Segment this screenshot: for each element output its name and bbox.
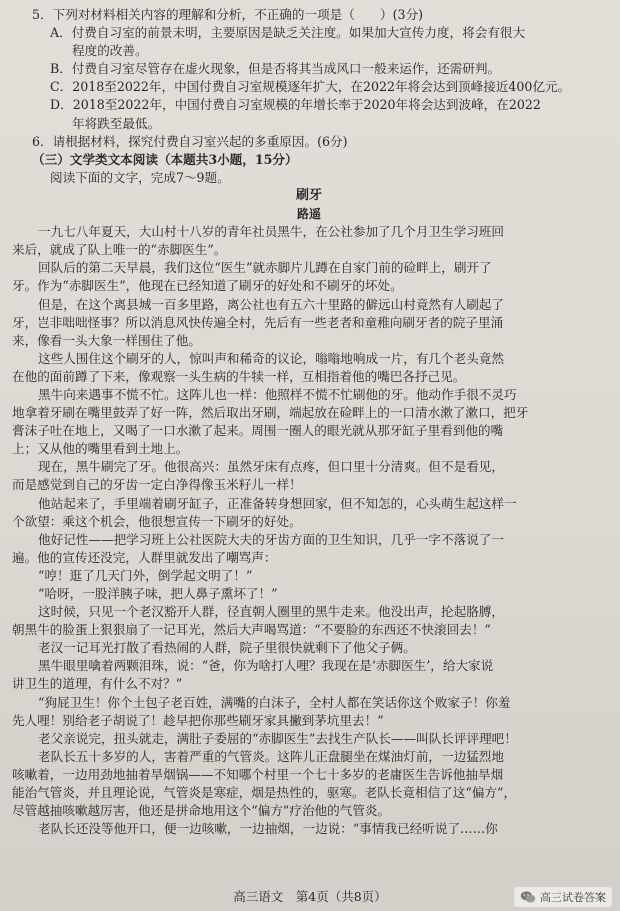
option-a-line2: 程度的改善。	[72, 43, 148, 59]
story-title: 刷牙	[295, 187, 322, 203]
story-line: 这些人围住这个刷牙的人，惊叫声和稀奇的议论，嗡嗡地响成一片，有几个老头竟然	[38, 350, 504, 366]
story-line: “哈呀，一股洋胰子味，把人鼻子熏坏了！”	[38, 586, 278, 601]
story-line: 膏沫子吐在地上，又喝了一口水漱了起来。周围一圈人的眼光就从那牙缸子里看到他的嘴	[12, 423, 504, 439]
story-line: “狗屁卫生！你个土包子老百姓，满嘴的白沫子，全村人都在笑话你这个败家子！你羞	[38, 694, 511, 710]
story-line: 老父亲说完，扭头就走，满肚子委屈的“赤脚医生”去找生产队长——叫队长评评理吧！	[38, 730, 517, 746]
option-a-line1: A．付费自习室的前景未明，主要原因是缺乏关注度。如果加大宣传力度，将会有很大	[50, 25, 526, 41]
story-line: 黑牛眼里噙着两颗泪珠，说：“爸，你为啥打人哩？我现在是‘赤脚医生’，给大家说	[38, 658, 494, 674]
story-line: 现在，黑牛刷完了牙。他很高兴：虽然牙床有点疼，但口里十分清爽。但不是看见，	[38, 459, 504, 475]
page-footer: 高三语文 第4页（共8页）	[233, 889, 387, 904]
story-line: 先人哩！别给老子胡说了！趁早把你那些刷牙家具撇到茅坑里去！”	[12, 712, 384, 728]
story-line: 他站起来了，手里端着刷牙缸子，正准备转身想回家，但不知怎的，心头萌生起这样一	[38, 495, 517, 511]
section-heading: （三）文学类文本阅读（本题共3小题，15分）	[32, 151, 298, 167]
story-line: 回队后的第二天早晨，我们这位“医生”就赤脚片儿蹲在自家门前的硷畔上，刷开了	[38, 260, 492, 276]
story-line: 来，像看一头大象一样围住了他。	[12, 332, 201, 348]
story-line: 牙，岂非咄咄怪事？所以消息风快传遍全村，先后有一些老者和童稚向刷牙者的院子里涌	[12, 314, 504, 330]
story-line: 上；又从他的嘴里看到土地上。	[12, 441, 189, 457]
story-line: 黑牛向来遇事不慌不忙。这阵儿也一样：他照样不慌不忙刷他的牙。他动作手很不灵巧	[38, 386, 517, 402]
option-d-line2: 年将跌至最低。	[72, 115, 161, 131]
story-line: 牙。作为“赤脚医生”，他现在已经知道了刷牙的好处和不刷牙的坏处。	[12, 278, 403, 294]
watermark-badge	[514, 887, 612, 907]
question-6: 6．请根据材料，探究付费自习室兴起的多重原因。(6分)	[32, 133, 348, 149]
watermark-text: 高三试卷答案	[540, 891, 606, 904]
story-line: 他好记性——把学习班上公社医院大夫的牙齿方面的卫生知识，几乎一字不落说了一	[38, 531, 504, 547]
story-body	[12, 223, 606, 838]
story-line: 来后，就成了队上唯一的“赤脚医生”。	[12, 242, 227, 258]
option-b: B．付费自习室尽管存在虚火现象，但是否将其当成风口一般来运作，还需研判。	[50, 61, 501, 77]
story-line: 地拿着牙刷在嘴里鼓弄了好一阵，然后取出牙刷，端起放在硷畔上的一口清水漱了漱口，把牙	[12, 405, 529, 421]
story-line: 这时候，只见一个老汉豁开人群，径直朝人圈里的黑牛走来。他没出声，抡起胳膊，	[38, 604, 504, 620]
story-line: 在他的面前蹲了下来，像观察一头生病的牛犊一样，互相指着他的嘴巴各抒己见。	[12, 368, 466, 384]
story-line: “哼！逛了几天门外，倒学起文明了！”	[38, 567, 253, 583]
story-line: 尽管越抽咳嗽越厉害，他还是拼命地用这个“偏方”疗治他的气管炎。	[12, 803, 391, 819]
story-line: 但是，在这个离县城一百多里路，离公社也有五六十里路的僻远山村竟然有人刷起了	[38, 296, 504, 312]
story-author: 路遥	[296, 207, 321, 222]
option-c: C．2018至2022年，中国付费自习室规模逐年扩大，在2022年将会达到顶峰接近400亿元。	[50, 79, 571, 95]
story-line: 遍。他的宣传还没完，人群里就发出了嘲骂声：	[12, 549, 277, 565]
story-line: 讲卫生的道理，有什么不对？”	[12, 676, 183, 692]
story-line: 老队长还没等他开口，便一边咳嗽，一边抽烟，一边说：“事情我已经听说了……你	[38, 821, 498, 837]
story-line: 老汉一记耳光打散了看热闹的人群，院子里很快就剩下了他父子俩。	[38, 640, 416, 656]
story-line: 个欲望：乘这个机会，他很想宣传一下刷牙的好处。	[12, 513, 302, 529]
reading-instruction: 阅读下面的文字，完成7～9题。	[50, 169, 230, 185]
story-line: 能治气管炎，并且理论说，气管炎是寒症，烟是热性的，驱寒。老队长竟相信了这“偏方”，	[12, 785, 517, 801]
story-line: 朝黑牛的脸蛋上狠狠扇了一记耳光，然后大声喝骂道：“不要脸的东西还不快滚回去！”	[12, 622, 491, 638]
wechat-icon	[520, 890, 536, 904]
question-5-stem: 5．下列对材料相关内容的理解和分析，不正确的一项是（ ）(3分)	[32, 7, 424, 22]
story-line: 咳嗽着，一边用劲地抽着旱烟锅——不知哪个村里一个七十多岁的老庸医生告诉他抽旱烟	[12, 766, 504, 782]
story-line: 老队长五十多岁的人，害着严重的气管炎。这阵儿正盘腿坐在煤油灯前，一边猛烈地	[38, 748, 504, 764]
option-d-line1: D．2018至2022年，中国付费自习室规模的年增长率于2020年将会达到波峰，在2022	[50, 97, 541, 113]
story-line: 而是感觉到自己的牙齿一定白净得像玉米籽儿一样！	[12, 477, 302, 493]
story-line: 一九七八年夏天，大山村十八岁的青年社员黑牛，在公社参加了几个月卫生学习班回	[38, 224, 504, 240]
